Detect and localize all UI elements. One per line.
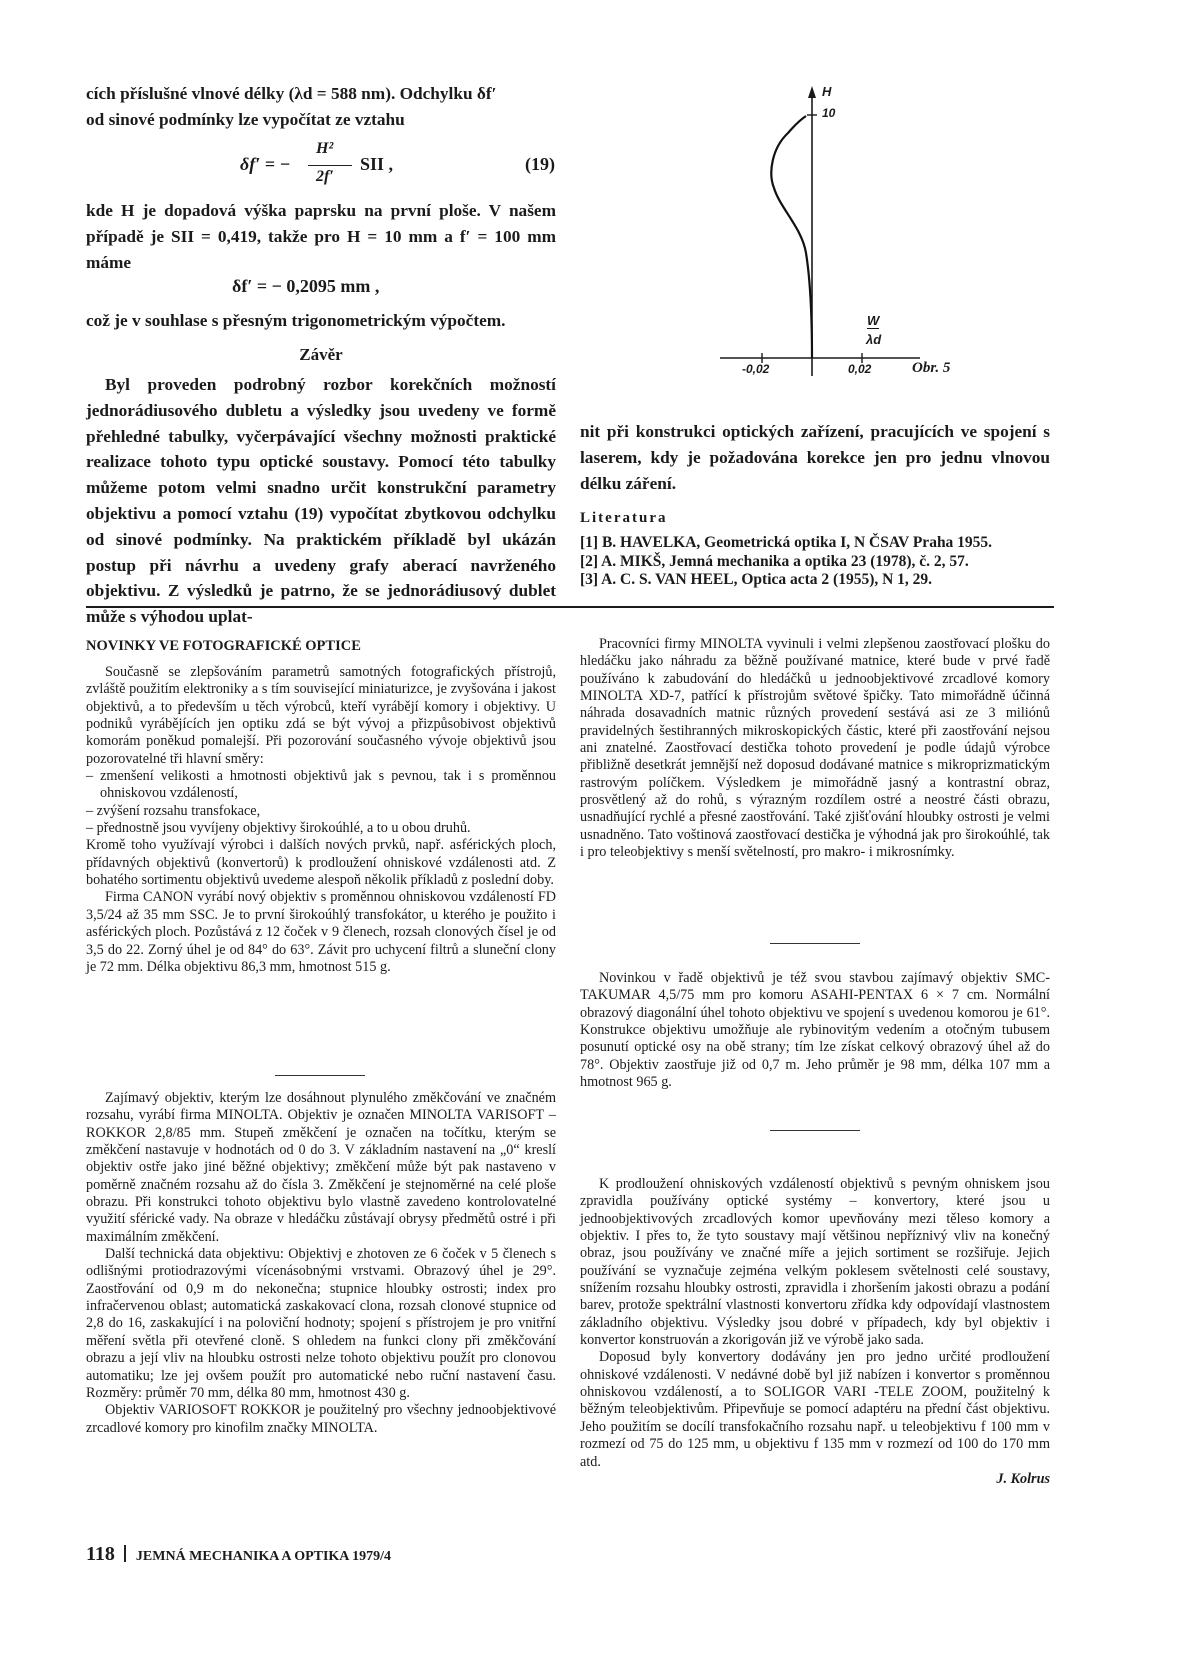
news-intro: Současně se zlepšováním parametrů samotných fotografických přístrojů, zvláště použitím elektroniky a s tím související miniaturizce, je zvyšována i jakost objektivů, a to především u těch výrobců, kteří vyrábějí komory i objektivy. U podniků vyrábějících jen optiku zdá se být vývoj a přizpůsobivost objektivů komorám poněkud pomalejší. Při pozorování současného vývoje objektivů jsou pozorovatelné tři hlavní směry: — [86, 664, 556, 767]
reference-item: [1] B. HAVELKA, Geometrická optika I, N ČSAV Praha 1955. — [580, 534, 993, 551]
author: J. Kolrus — [996, 1470, 1050, 1487]
news-soligor: Doposud byly konvertory dodávány jen pro jedno určité prodloužení ohniskové vzdálenosti. V nedávné době byl již nabízen i konvertor s proměnnou ohniskovou vzdáleností, a to SOLIGOR VARI -TELE ZOOM, použitelný k běžným teleobjektivům. Připevňuje se pomocí adaptéru na přední část objektivu. Jeho použitím se docílí transfokačního rozsahu např. u teleobjektivu f 100 mm v rozmezí od 75 do 125 mm, u objektivu f 135 mm v rozmezí od 100 do 170 mm atd. — [580, 1349, 1050, 1470]
page-number: 118 — [86, 1543, 115, 1565]
result-line-block — [86, 308, 556, 334]
x-axis-label-denominator: λd — [866, 332, 882, 347]
y-axis-arrow — [808, 86, 816, 98]
conclusion-text: Byl proveden podrobný rozbor korekčních možností jednorádiusového dubletu a výsledky jsou uvedeny ve formě přehledné tabulky, vyčerpávající všechny možnosti praktické realizace tohoto typu optické soustavy. Pomocí této tabulky můžeme potom velmi snadno určit konstrukční parametry objektivu a pomocí vztahu (19) vypočítat zbytkovou odchylku od sinové podmínky. Na praktickém příkladě byl ukázán postup při návrhu a uvedeny grafy aberací navrženého objektivu. Z výsledků je patrno, že se jednorádiusový dublet může s výhodou uplat- — [86, 375, 556, 627]
news-variosoft: Objektiv VARIOSOFT ROKKOR je použitelný pro všechny jednoobjektivové zrcadlové komory pro kinofilm značky MINOLTA. — [86, 1402, 556, 1436]
y-axis-label: H — [822, 84, 832, 99]
figure-5 — [720, 78, 980, 378]
eq19-lhs: δf′ = − — [240, 154, 291, 174]
continuation-paragraph: nit při konstrukci optických zařízení, pracujících ve spojení s laserem, kdy je požadována korekce jen pro jednu vlnovou délku záření. — [580, 422, 1050, 493]
literature-heading: Literatura — [580, 510, 668, 526]
eq19-rhs: SII , — [360, 154, 394, 174]
top-right-column — [580, 419, 1050, 496]
y-tick-label: 10 — [822, 106, 836, 120]
news-matte-screen: Pracovníci firmy MINOLTA vyvinuli i velmi zlepšenou zaostřovací plošku do hledáčku jako náhradu za běžně používané matnice, které bude v prvé řadě používáno k zabudování do hledáčků u jednoobjektivové zrcadlové komory MINOLTA XD-7, patřící k přístrojům světové špičky. Tato mimořádně účinná náhrada dosavadních matnic různých provedení sestává asi ze 3 miliónů pravidelných šestihranných mikroskopických částic, které při zaostřování nejsou ani znatelné. Zaostřovací destička tohoto provedení je podle údajů výrobce přibližně desetkrát jemnější než doposud dodávané matnice s mikroprizmatickým rastrovým políčkem. Výsledkem je mimořádně jasný a kontrastní obraz, prosvětlený až do rohů, s výrazným rozdílem ostré a neostré části obrazu, usnadňující rychlé a přesné zaostřování. Také zjišťování hloubky ostrosti je velmi usnadněno. Tato voštinová zaostřovací destička je výhodná jak pro širokoúhlé, tak i pro teleobjektivy s menší světelností, pro makro- i mikrosnímky. — [580, 636, 1050, 861]
aberration-plot — [720, 78, 980, 378]
news-right-column-3 — [580, 1176, 1050, 1488]
short-separator — [275, 1075, 365, 1076]
x-tick-pos-label: 0,02 — [848, 362, 872, 376]
news-bullet: – zvýšení rozsahu transfokace, — [86, 803, 556, 820]
section-divider — [86, 606, 1054, 608]
reference-item: [2] A. MIKŠ, Jemná mechanika a optika 23 (1978), č. 2, 57. — [580, 552, 969, 570]
x-axis-label-numerator: W — [867, 313, 880, 328]
figure-caption: Obr. 5 — [912, 360, 951, 376]
journal-name: JEMNÁ MECHANIKA A OPTIKA 1979/4 — [135, 1549, 392, 1564]
short-separator — [770, 943, 860, 944]
intro-line-2: od sinové podmínky lze vypočítat ze vztahu — [86, 109, 405, 129]
news-left-column-2 — [86, 1090, 556, 1437]
footer-divider — [124, 1545, 126, 1562]
news-takumar: Novinkou v řadě objektivů je též svou stavbou zajímavý objektiv SMC-TAKUMAR 4,5/75 mm pro komoru ASAHI-PENTAX 6 × 7 cm. Normální obrazový diagonální úhel tohoto objektivu ve spojení s uvedenou komorou je 61°. Konstrukce objektivu umožňuje ale rybinovitým vedením a otočným tubusem posunutí optické osy na obě strany; tím lze získat celkový obrazový úhel až do 78°. Objektiv zaostřuje již od 0,7 m. Jeho průměr je 98 mm, délka 107 mm a hmotnost 965 g. — [580, 970, 1050, 1091]
news-right-column — [580, 636, 1050, 861]
news-bullet: – zmenšení velikosti a hmotnosti objektivů jak s pevnou, tak i s proměnnou ohniskovou vzdáleností, — [86, 768, 556, 803]
references-list — [580, 534, 1050, 590]
page-footer — [86, 1543, 391, 1566]
intro-line-1: cích příslušné vlnové délky (λd = 588 nm). Odchylku δf′ — [86, 84, 497, 103]
eq19-fraction-bar — [308, 165, 352, 166]
paragraph-after-equation — [86, 198, 556, 275]
reference-item: [3] A. C. S. VAN HEEL, Optica acta 2 (1955), N 1, 29. — [580, 571, 933, 588]
news-converters: K prodloužení ohniskových vzdáleností objektivů s pevným ohniskem jsou zpravidla používány optické systémy – konvertory, které jsou u jednoobjektivových zrcadlových komor upevňovány mezi těleso komory a objektiv. I přes to, že tyto soustavy mají většinou nepříznivý vliv na konečný obraz, jsou používány ve značné míře a jejich sortiment se rozšiřuje. Jejich používání se vyznačuje zejména velkým poklesem světelnosti celé soustavy, snížením rozsahu hloubky ostrosti, zpravidla i zhoršením jakosti obrazu a podání barev, protože spektrální vlastnosti konvertoru zřídka kdy odpovídají vlastnostem základního objektivu. Výsledky jsou dobré v případech, kdy byl objektiv i konvertor konstruován a zkorigován již ve výrobě jako sada. — [580, 1176, 1050, 1349]
eq19-fraction-denominator: 2f′ — [316, 168, 334, 185]
news-minolta-varisoft: Zajímavý objektiv, kterým lze dosáhnout plynulého změkčování ve značném rozsahu, vyrábí firma MINOLTA. Objektiv je označen MINOLTA VARISOFT – ROKKOR 2,8/85 mm. Stupeň změkčení je označen na točítku, kterým se změkčení nastavuje v hodnotách od 0 do 3. V základním nastavení na „0“ kreslí objektiv ostře jako jiné běžné objektivy; změkčení může být pak nastaveno v poměrně značném rozsahu až do čísla 3. Změkčení je stejnoměrné na celé ploše obrazu. Při konstrukci tohoto objektivu bylo vlastně zavedeno kontrolovatelné využití sférické vady. Na obraze v hledáčku zůstávají obrysy předmětů ostré i při maximálním změkčení. — [86, 1090, 556, 1245]
x-tick-neg-label: -0,02 — [742, 362, 770, 376]
news-bullet: – přednostně jsou vyvíjeny objektivy širokoúhlé, a to u obou druhů. — [86, 820, 556, 837]
news-besides: Kromě toho využívají výrobci i dalších nových prvků, např. asférických ploch, přídavných objektivů (konvertorů) k prodloužení ohniskové vzdálenosti atd. Z bohatého sortimentu objektivů uvedeme alespoň několik příkladů z poslední doby. — [86, 837, 556, 889]
paragraph-variables: kde H je dopadová výška paprsku na první ploše. V našem případě je SII = 0,419, takže pro H = 10 mm a f′ = 100 mm máme — [86, 201, 556, 272]
paragraph-result: což je v souhlase s přesným trigonometrickým výpočtem. — [86, 311, 506, 330]
news-right-column-2 — [580, 970, 1050, 1091]
eq19-number: (19) — [525, 154, 555, 174]
news-canon: Firma CANON vyrábí nový objektiv s proměnnou ohniskovou vzdáleností FD 3,5/24 až 35 mm SSC. Je to první širokoúhlý transfokátor, u kterého je použito i asférických ploch. Pozůstává z 12 čoček v 9 členech, rozsah clonových čísel je od 3,5 do 22. Zorný úhel je od 84° do 63°. Závit pro uchycení filtrů a sluneční clony je 72 mm. Délka objektivu 86,3 mm, hmotnost 515 g. — [86, 889, 556, 975]
eq19-fraction-numerator: H² — [316, 140, 334, 157]
news-left-column — [86, 664, 556, 976]
news-title: NOVINKY VE FOTOGRAFICKÉ OPTICE — [86, 638, 361, 654]
top-left-column — [86, 81, 556, 133]
aberration-curve — [771, 116, 812, 358]
short-separator — [770, 1130, 860, 1131]
equation-value: δf′ = − 0,2095 mm , — [232, 276, 380, 296]
equation-19 — [240, 140, 560, 192]
conclusion-paragraph — [86, 372, 556, 630]
news-tech-data: Další technická data objektivu: Objektivj e zhotoven ze 6 čoček v 5 členech s odlišnými protiodrazovými vícenásobnými vrstvami. Obrazový úhel je 29°. Zaostřování od 0,9 m do nekonečna; stupnice hloubky ostrosti; index pro infračervenou oblast; automatická zaskakovací clona, rozsah clonové stupnice od 2,8 do 16, zaskakující i na poloviční hodnoty; spojení s přístrojem je pro vnitřní měření světla při otevřené cloně. S ohledem na funkci clony při změkčování obrazu a její vliv na hloubku ostrosti nelze tohoto objektivu použít pro clonovou automatiku; lze jej ovšem použít pro automatické nebo ruční nastavení času. Rozměry: průměr 70 mm, délka 80 mm, hmotnost 430 g. — [86, 1246, 556, 1401]
conclusion-heading: Závěr — [299, 345, 343, 364]
